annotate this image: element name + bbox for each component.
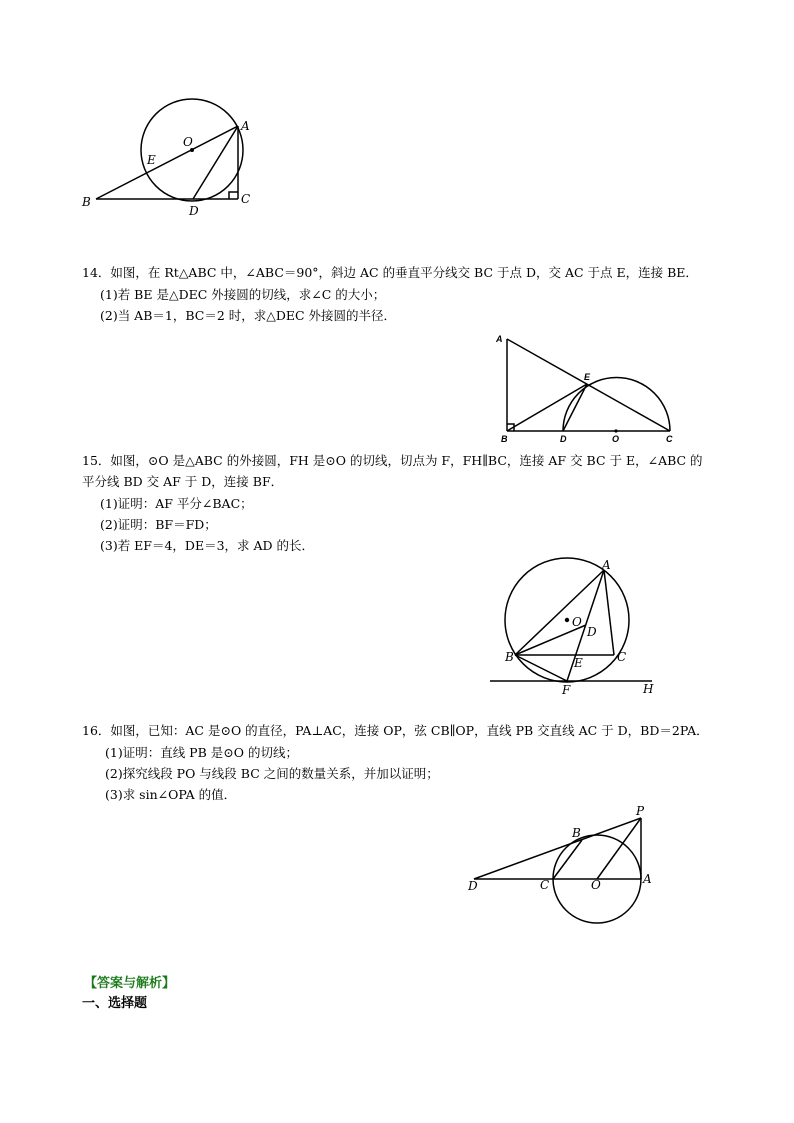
label-a: A [241, 119, 250, 133]
label-d: D [468, 879, 478, 893]
q15-part1: (1)证明：AF 平分∠BAC； [100, 496, 253, 511]
q16-stem: 16．如图，已知：AC 是⊙O 的直径，PA⊥AC，连接 OP，弦 CB∥OP，直线 PB 交直线 AC 于 D，BD＝2PA． [82, 723, 709, 738]
segment-dp [474, 818, 641, 879]
label-a: A [602, 558, 611, 572]
label-e: E [147, 153, 156, 167]
label-b: B [572, 826, 581, 840]
label-a: A [643, 872, 652, 886]
q14-part2: (2)当 AB＝1，BC＝2 时，求△DEC 外接圆的半径． [100, 308, 397, 323]
q15-stem-line2: 平分线 BD 交 AF 于 D，连接 BF． [82, 474, 284, 489]
label-e: E [574, 656, 583, 670]
label-c: C [241, 192, 251, 206]
section-title: 一、选择题 [82, 996, 148, 1011]
q16-part3: (3)求 sin∠OPA 的值． [105, 787, 237, 802]
label-a: A [496, 334, 503, 344]
label-o: O [591, 878, 601, 892]
q15-part3: (3)若 EF＝4，DE＝3，求 AD 的长． [100, 538, 315, 553]
label-c: C [540, 878, 550, 892]
q14-part1: (1)若 BE 是△DEC 外接圆的切线，求∠C 的大小； [100, 287, 386, 302]
answers-title: 【答案与解析】 [84, 976, 176, 991]
label-o: O [612, 434, 620, 444]
q16-part2: (2)探究线段 PO 与线段 BC 之间的数量关系，并加以证明； [105, 766, 439, 781]
label-b: B [505, 650, 514, 664]
q16-part1: (1)证明：直线 PB 是⊙O 的切线； [105, 745, 298, 760]
label-f: F [562, 683, 571, 697]
q15-part2: (2)证明：BF＝FD； [100, 517, 217, 532]
q15-stem-line1: 15．如图，⊙O 是△ABC 的外接圆，FH 是⊙O 的切线，切点为 F，FH∥BC，连接 AF 交 BC 于 E，∠ABC 的 [82, 453, 703, 468]
q14-stem: 14．如图，在 Rt△ABC 中，∠ABC＝90°，斜边 AC 的垂直平分线交 BC 于点 D，交 AC 于点 E，连接 BE． [82, 265, 698, 280]
segment-op [597, 818, 641, 879]
label-e: E [584, 372, 591, 382]
label-d: D [560, 434, 567, 444]
label-b: B [82, 195, 91, 209]
label-o: O [183, 135, 193, 149]
label-c: C [666, 434, 673, 444]
label-d: D [587, 625, 597, 639]
label-p: P [636, 804, 645, 818]
label-o: O [572, 615, 582, 629]
label-c: C [617, 650, 627, 664]
label-b: B [501, 434, 508, 444]
label-d: D [189, 204, 199, 218]
label-h: H [643, 682, 654, 696]
